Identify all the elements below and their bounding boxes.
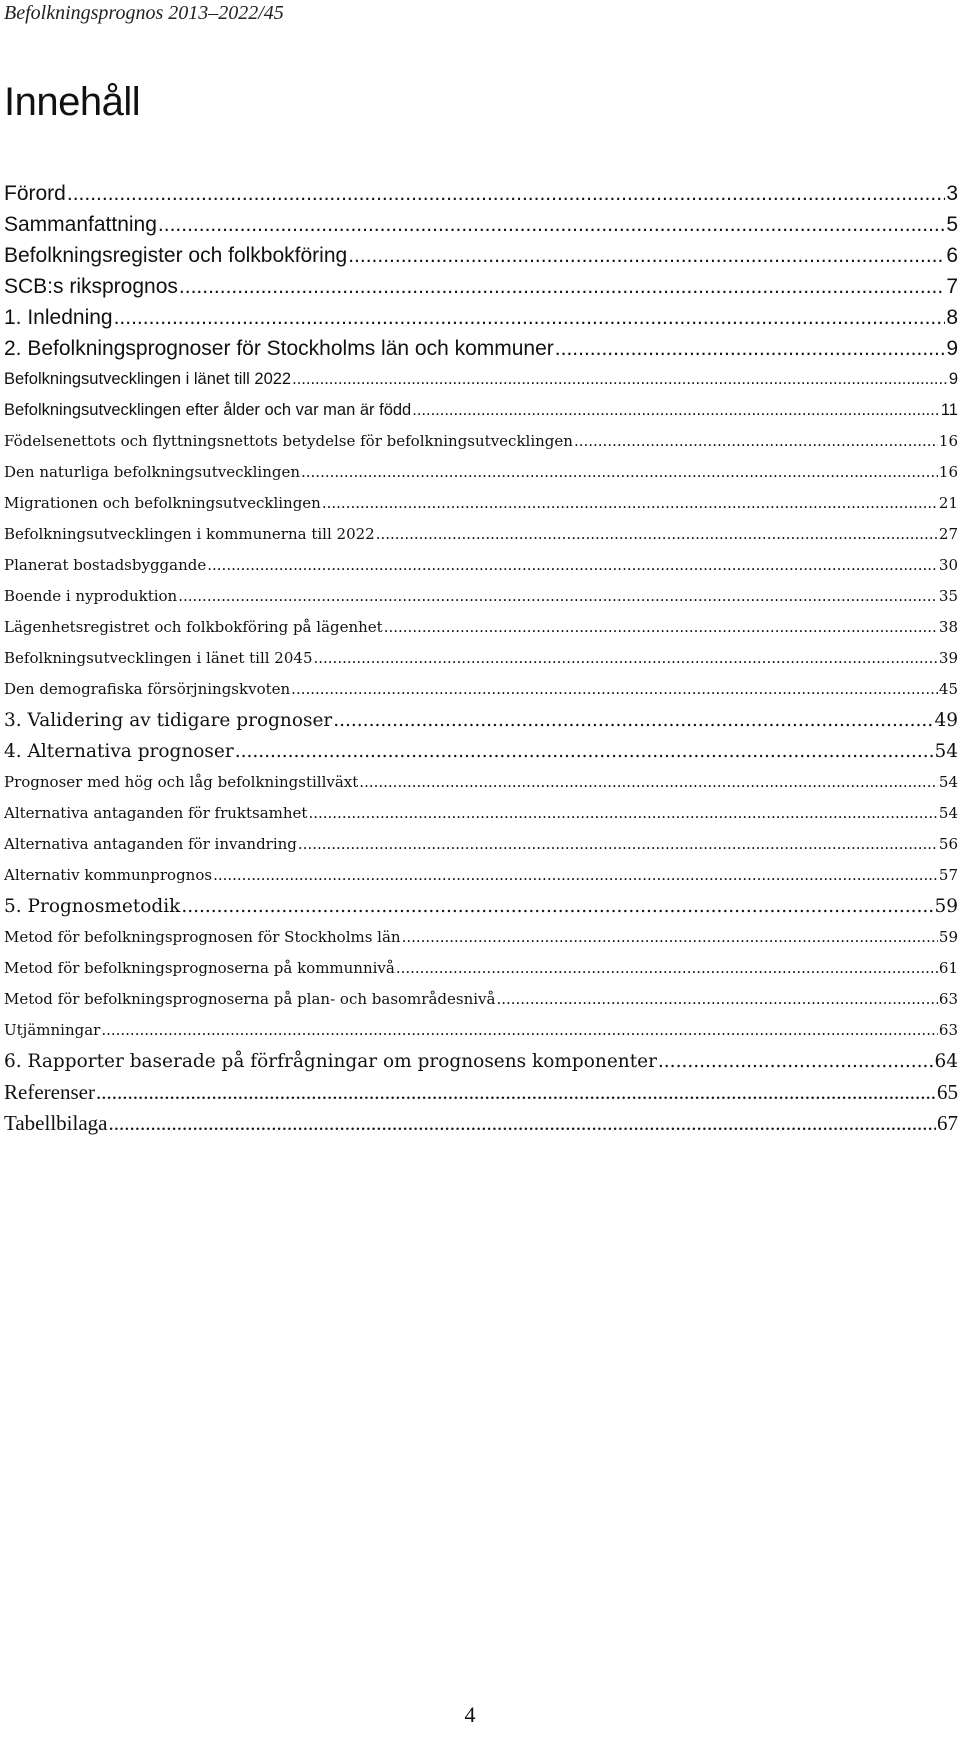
toc-entry-page: 30 xyxy=(938,556,958,574)
toc-entry-page: 5 xyxy=(946,213,958,236)
dot-leader xyxy=(178,581,938,612)
toc-entry[interactable] xyxy=(4,1077,958,1108)
toc-entry-label: Tabellbilaga xyxy=(4,1111,108,1135)
toc-entry-page: 38 xyxy=(938,618,958,636)
toc-entry-label: Alternativ kommunprognos xyxy=(4,866,213,884)
toc-entry-label: Alternativa antaganden för fruktsamhet xyxy=(4,804,308,822)
toc-entry-label: 5. Prognosmetodik xyxy=(4,896,181,917)
toc-entry[interactable] xyxy=(4,519,958,550)
toc-entry-label: 4. Alternativa prognoser xyxy=(4,741,234,762)
dot-leader xyxy=(322,488,938,519)
toc-entry-label: Prognoser med hög och låg befolkningstillväxt xyxy=(4,773,359,791)
dot-leader xyxy=(402,922,938,953)
dot-leader xyxy=(348,240,945,271)
toc-entry[interactable] xyxy=(4,860,958,891)
toc-entry-label: Den demografiska försörjningskvoten xyxy=(4,680,291,698)
toc-entry-label: SCB:s riksprognos xyxy=(4,275,178,298)
dot-leader xyxy=(181,891,933,922)
toc-entry-label: Metod för befolkningsprognoserna på kommunnivå xyxy=(4,959,395,977)
toc-entry[interactable] xyxy=(4,364,958,395)
toc-entry-label: Utjämningar xyxy=(4,1021,101,1039)
toc-entry[interactable] xyxy=(4,178,958,209)
dot-leader xyxy=(376,519,938,550)
toc-entry-page: 21 xyxy=(938,494,958,512)
toc-entry-page: 65 xyxy=(937,1080,958,1104)
dot-leader xyxy=(308,798,937,829)
toc-entry[interactable] xyxy=(4,829,958,860)
dot-leader xyxy=(292,364,948,395)
toc-entry-label: 2. Befolkningsprognoser för Stockholms län och kommuner xyxy=(4,337,554,360)
toc-entry-label: Sammanfattning xyxy=(4,213,157,236)
toc-entry-label: Befolkningsutvecklingen i länet till 2045 xyxy=(4,649,313,667)
dot-leader xyxy=(291,674,938,705)
toc-entry[interactable] xyxy=(4,643,958,674)
toc-entry[interactable] xyxy=(4,581,958,612)
toc-entry-label: Befolkningsregister och folkbokföring xyxy=(4,244,348,267)
toc-entry-page: 11 xyxy=(940,401,958,419)
toc-entry-label: 3. Validering av tidigare prognoser xyxy=(4,710,333,731)
toc-entry[interactable] xyxy=(4,984,958,1015)
toc-entry-page: 9 xyxy=(948,370,958,388)
toc-entry[interactable] xyxy=(4,798,958,829)
toc-entry-label: Befolkningsutvecklingen efter ålder och var man är född xyxy=(4,401,412,419)
dot-leader xyxy=(179,271,945,302)
toc-entry[interactable] xyxy=(4,1015,958,1046)
toc-entry-label: Metod för befolkningsprognoserna på plan- och basområdesnivå xyxy=(4,990,496,1008)
dot-leader xyxy=(108,1108,936,1139)
toc-entry-label: Migrationen och befolkningsutvecklingen xyxy=(4,494,321,512)
toc-entry[interactable] xyxy=(4,705,958,736)
toc-entry-page: 59 xyxy=(934,896,958,917)
toc-entry-page: 3 xyxy=(946,182,958,205)
dot-leader xyxy=(301,457,938,488)
dot-leader xyxy=(101,1015,938,1046)
toc-entry[interactable] xyxy=(4,612,958,643)
toc-entry-page: 8 xyxy=(946,306,958,329)
toc-entry-label: Boende i nyproduktion xyxy=(4,587,178,605)
toc-entry-page: 39 xyxy=(938,649,958,667)
dot-leader xyxy=(298,829,938,860)
toc-entry-page: 59 xyxy=(938,928,958,946)
toc-entry-page: 45 xyxy=(938,680,958,698)
toc-entry-page: 7 xyxy=(946,275,958,298)
page-title: Innehåll xyxy=(4,80,141,124)
toc-entry-label: Alternativa antaganden för invandring xyxy=(4,835,297,853)
toc-entry-label: Planerat bostadsbyggande xyxy=(4,556,207,574)
toc-entry-page: 67 xyxy=(937,1111,958,1135)
toc-entry[interactable] xyxy=(4,891,958,922)
table-of-contents xyxy=(4,178,958,1139)
dot-leader xyxy=(235,736,934,767)
toc-entry[interactable] xyxy=(4,488,958,519)
toc-entry[interactable] xyxy=(4,240,958,271)
toc-entry-label: Lägenhetsregistret och folkbokföring på lägenhet xyxy=(4,618,383,636)
toc-entry-page: 35 xyxy=(938,587,958,605)
toc-entry[interactable] xyxy=(4,395,958,426)
dot-leader xyxy=(496,984,937,1015)
toc-entry-page: 16 xyxy=(938,432,958,450)
toc-entry[interactable] xyxy=(4,271,958,302)
toc-entry-label: 6. Rapporter baserade på förfrågningar om prognosens komponenter xyxy=(4,1051,657,1072)
toc-entry-label: Metod för befolkningsprognosen för Stockholms län xyxy=(4,928,401,946)
dot-leader xyxy=(213,860,938,891)
dot-leader xyxy=(207,550,938,581)
toc-entry-page: 49 xyxy=(934,710,958,731)
toc-entry-label: Födelsenettots och flyttningsnettots betydelse för befolkningsutvecklingen xyxy=(4,432,573,450)
toc-entry[interactable] xyxy=(4,767,958,798)
toc-entry[interactable] xyxy=(4,953,958,984)
toc-entry-label: Förord xyxy=(4,182,66,205)
toc-entry-page: 54 xyxy=(934,741,958,762)
toc-entry[interactable] xyxy=(4,333,958,364)
dot-leader xyxy=(359,767,938,798)
running-header: Befolkningsprognos 2013–2022/45 xyxy=(4,2,284,24)
dot-leader xyxy=(158,209,945,240)
dot-leader xyxy=(574,426,938,457)
toc-entry-page: 6 xyxy=(946,244,958,267)
page-number: 4 xyxy=(464,1702,476,1727)
toc-entry-label: Befolkningsutvecklingen i länet till 2022 xyxy=(4,370,292,388)
dot-leader xyxy=(396,953,938,984)
toc-entry[interactable] xyxy=(4,209,958,240)
toc-entry[interactable] xyxy=(4,457,958,488)
dot-leader xyxy=(96,1077,936,1108)
toc-entry-page: 63 xyxy=(938,990,958,1008)
dot-leader xyxy=(313,643,937,674)
toc-entry-label: Den naturliga befolkningsutvecklingen xyxy=(4,463,300,481)
toc-entry[interactable] xyxy=(4,736,958,767)
toc-entry[interactable] xyxy=(4,302,958,333)
toc-entry-page: 27 xyxy=(938,525,958,543)
toc-entry-page: 57 xyxy=(938,866,958,884)
dot-leader xyxy=(658,1046,934,1077)
dot-leader xyxy=(412,395,940,426)
toc-entry-page: 63 xyxy=(938,1021,958,1039)
toc-entry-page: 54 xyxy=(938,804,958,822)
toc-entry[interactable] xyxy=(4,922,958,953)
toc-entry-page: 64 xyxy=(934,1051,958,1072)
dot-leader xyxy=(384,612,938,643)
toc-entry[interactable] xyxy=(4,1108,958,1139)
toc-entry-page: 54 xyxy=(938,773,958,791)
toc-entry[interactable] xyxy=(4,550,958,581)
dot-leader xyxy=(67,178,945,209)
toc-entry-label: Befolkningsutvecklingen i kommunerna till 2022 xyxy=(4,525,375,543)
dot-leader xyxy=(555,333,946,364)
toc-entry-page: 9 xyxy=(946,337,958,360)
toc-entry[interactable] xyxy=(4,1046,958,1077)
toc-entry-label: Referenser xyxy=(4,1080,95,1104)
dot-leader xyxy=(333,705,933,736)
toc-entry-label: 1. Inledning xyxy=(4,306,113,329)
toc-entry-page: 16 xyxy=(938,463,958,481)
dot-leader xyxy=(114,302,946,333)
toc-entry-page: 56 xyxy=(938,835,958,853)
toc-entry[interactable] xyxy=(4,674,958,705)
toc-entry-page: 61 xyxy=(938,959,958,977)
toc-entry[interactable] xyxy=(4,426,958,457)
